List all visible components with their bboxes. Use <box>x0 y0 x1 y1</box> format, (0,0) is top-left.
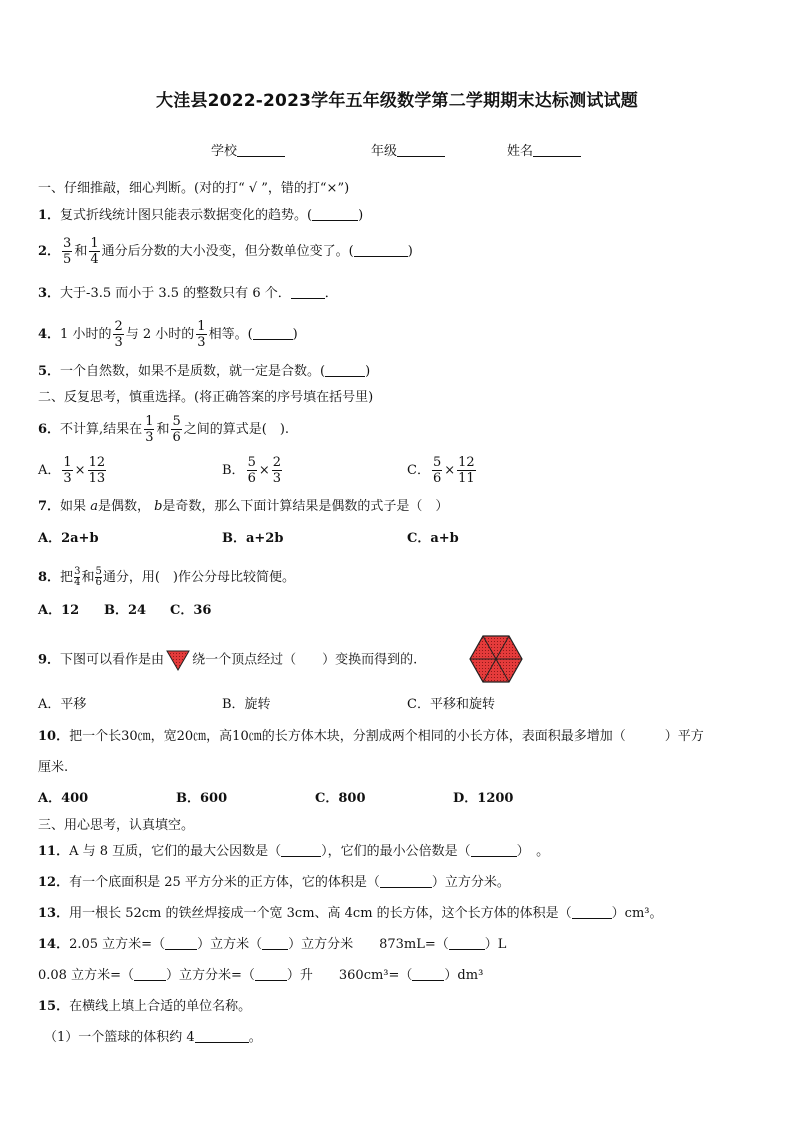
q10-option-b[interactable]: B．600 <box>176 791 228 806</box>
q4-answer-blank[interactable] <box>253 326 293 340</box>
q2-text: 通分后分数的大小没变，但分数单位变了。( <box>101 244 354 259</box>
question-9 <box>38 649 417 671</box>
q4-fraction-2: $\frac{1}{3}$ <box>197 319 206 350</box>
q11-blank-1[interactable] <box>281 843 321 857</box>
question-14: 14．2.05 立方米=（ ）立方米（ ）立方分米 873mL=（ ）L <box>38 937 507 952</box>
q7-var-b: b <box>154 499 163 514</box>
q5-number: 5． <box>38 364 61 379</box>
question-13: 13．用一根长 52cm 的铁丝焊接成一个宽 3cm、高 4cm 的长方体，这个长方体的体积是（ ）cm³。 <box>38 906 663 921</box>
q15-text: 在横线上填上合适的单位名称。 <box>69 999 252 1014</box>
q3-end: ． <box>324 286 338 301</box>
q10-option-a[interactable]: A．400 <box>38 791 89 806</box>
q5-text: 一个自然数，如果不是质数，就一定是合数。( <box>60 364 326 379</box>
q5-end: ) <box>365 364 371 379</box>
q8-pre: 把 <box>60 570 74 585</box>
q13-blank[interactable] <box>572 905 612 919</box>
q2-mid: 和 <box>74 244 88 259</box>
q6-option-b[interactable]: B． $\frac{5}{6}$ × $\frac{2}{3}$ <box>222 455 282 486</box>
q6-mid: 和 <box>156 422 170 437</box>
page-title: 大洼县2022-2023学年五年级数学第二学期期末达标测试试题 <box>156 91 638 111</box>
q9-option-b[interactable]: B．旋转 <box>222 697 271 712</box>
q8-fraction-1: $\frac{3}{4}$ <box>74 566 81 588</box>
q4-mid: 与 2 小时的 <box>125 327 195 342</box>
q8-fraction-2: $\frac{5}{6}$ <box>95 566 102 588</box>
q6-fraction-1: $\frac{1}{3}$ <box>145 414 154 445</box>
q8-mid: 和 <box>81 570 95 585</box>
question-2 <box>38 236 413 267</box>
q3-answer-blank[interactable] <box>291 285 325 299</box>
question-7 <box>38 498 448 516</box>
name-blank[interactable] <box>533 142 581 157</box>
question-15 <box>38 998 251 1016</box>
q9-text: 绕一个顶点经过（ ）变换而得到的. <box>192 652 418 668</box>
q6-option-c[interactable]: C． $\frac{5}{6}$ × $\frac{12}{11}$ <box>407 455 475 486</box>
q8-option-c[interactable]: C．36 <box>170 603 212 618</box>
q14-blank-1[interactable] <box>165 936 197 950</box>
question-10-cont: 厘米. <box>38 760 69 775</box>
q4-number: 4． <box>38 327 61 342</box>
section1-heading: 一、仔细推敲，细心判断。(对的打“ √ ”，错的打“×”) <box>38 181 350 196</box>
q12-number: 12． <box>38 875 70 890</box>
q15-number: 15． <box>38 999 70 1014</box>
q2-end: ) <box>407 244 413 259</box>
question-10 <box>38 728 704 746</box>
q6-option-a[interactable]: A． $\frac{1}{3}$ × $\frac{12}{13}$ <box>38 455 106 486</box>
q7-pre: 如果 <box>60 499 91 514</box>
question-14-cont: 0.08 立方米=（ ）立方分米=（ ）升 360cm³=（ ）dm³ <box>38 968 484 983</box>
q13-number: 13． <box>38 906 70 921</box>
q4-pre: 1 小时的 <box>60 327 112 342</box>
q3-text: 大于-3.5 而小于 3.5 的整数只有 6 个． <box>60 286 291 301</box>
q1-answer-blank[interactable] <box>312 207 358 221</box>
section3-heading: 三、用心思考，认真填空。 <box>38 818 195 833</box>
q8-option-a[interactable]: A．12 <box>38 603 80 618</box>
q14-blank-2[interactable] <box>262 936 288 950</box>
red-triangle-icon <box>166 649 190 671</box>
school-blank[interactable] <box>237 142 285 157</box>
q1-end: ) <box>358 208 364 223</box>
name-label: 姓名 <box>507 144 534 159</box>
q7-mid: 是偶数， <box>97 499 155 514</box>
q4-end: ) <box>292 327 298 342</box>
question-5 <box>38 363 370 381</box>
q9-option-c[interactable]: C．平移和旋转 <box>407 697 495 712</box>
q9-option-a[interactable]: A．平移 <box>38 697 87 712</box>
q7-option-a[interactable]: A．2a+b <box>38 531 99 546</box>
q10-text: 把一个长30㎝，宽20㎝，高10㎝的长方体木块，分割成两个相同的小长方体，表面积最多增加（ ）平方 <box>69 729 704 744</box>
grade-label: 年级 <box>371 144 398 159</box>
q7-number: 7． <box>38 499 61 514</box>
q6-pre: 不计算,结果在 <box>60 422 143 437</box>
q10-option-d[interactable]: D．1200 <box>453 791 514 806</box>
school-field <box>211 140 285 159</box>
question-11: 11．A 与 8 互质，它们的最大公因数是（ ），它们的最小公倍数是（ ） 。 <box>38 844 550 859</box>
q2-fraction-2: $\frac{1}{4}$ <box>90 236 99 267</box>
q8-option-b[interactable]: B．24 <box>104 603 147 618</box>
q1-text: 复式折线统计图只能表示数据变化的趋势。( <box>60 208 313 223</box>
q12-blank[interactable] <box>380 874 432 888</box>
question-12: 12．有一个底面积是 25 平方分米的正方体，它的体积是（ ）立方分米。 <box>38 875 510 890</box>
q8-text: 通分，用( )作公分母比较简便。 <box>102 570 295 585</box>
q2-fraction-1: $\frac{3}{5}$ <box>63 236 72 267</box>
q6-fraction-2: $\frac{5}{6}$ <box>172 414 181 445</box>
q3-number: 3． <box>38 286 61 301</box>
question-4 <box>38 319 298 350</box>
question-15-sub1: （1）一个篮球的体积约 4 。 <box>44 1030 262 1045</box>
grade-blank[interactable] <box>397 142 445 157</box>
q6-text: 之间的算式是( ). <box>183 422 290 437</box>
section2-heading: 二、反复思考，慎重选择。(将正确答案的序号填在括号里) <box>38 390 374 405</box>
question-3 <box>38 285 338 303</box>
q8-number: 8． <box>38 570 61 585</box>
q6-number: 6． <box>38 422 61 437</box>
q9-pre: 下图可以看作是由 <box>60 652 165 668</box>
q5-answer-blank[interactable] <box>325 363 365 377</box>
q2-answer-blank[interactable] <box>354 243 408 257</box>
name-field <box>507 140 581 159</box>
q1-number: 1． <box>38 208 61 223</box>
q4-fraction-1: $\frac{2}{3}$ <box>114 319 123 350</box>
q2-number: 2． <box>38 244 61 259</box>
question-6 <box>38 414 289 445</box>
q7-var-a: a <box>90 499 98 514</box>
q11-blank-2[interactable] <box>471 843 517 857</box>
q4-text: 相等。( <box>208 327 253 342</box>
q7-option-c[interactable]: C．a+b <box>407 531 459 546</box>
question-8 <box>38 567 295 588</box>
q9-number: 9． <box>38 652 61 668</box>
question-1 <box>38 207 363 225</box>
school-label: 学校 <box>211 144 238 159</box>
q14-blank-6[interactable] <box>412 967 444 981</box>
q10-option-c[interactable]: C．800 <box>315 791 366 806</box>
red-hexagon-icon <box>469 634 523 684</box>
q11-number: 11． <box>38 844 70 859</box>
q14-blank-3[interactable] <box>449 936 485 950</box>
q10-number: 10． <box>38 729 70 744</box>
q14-number: 14． <box>38 937 70 952</box>
q14-blank-4[interactable] <box>134 967 166 981</box>
q7-option-b[interactable]: B．a+2b <box>222 531 284 546</box>
q15-sub1-blank[interactable] <box>195 1029 249 1043</box>
q7-text: 是奇数，那么下面计算结果是偶数的式子是（ ） <box>162 499 449 514</box>
grade-field <box>371 140 445 159</box>
q14-blank-5[interactable] <box>255 967 287 981</box>
